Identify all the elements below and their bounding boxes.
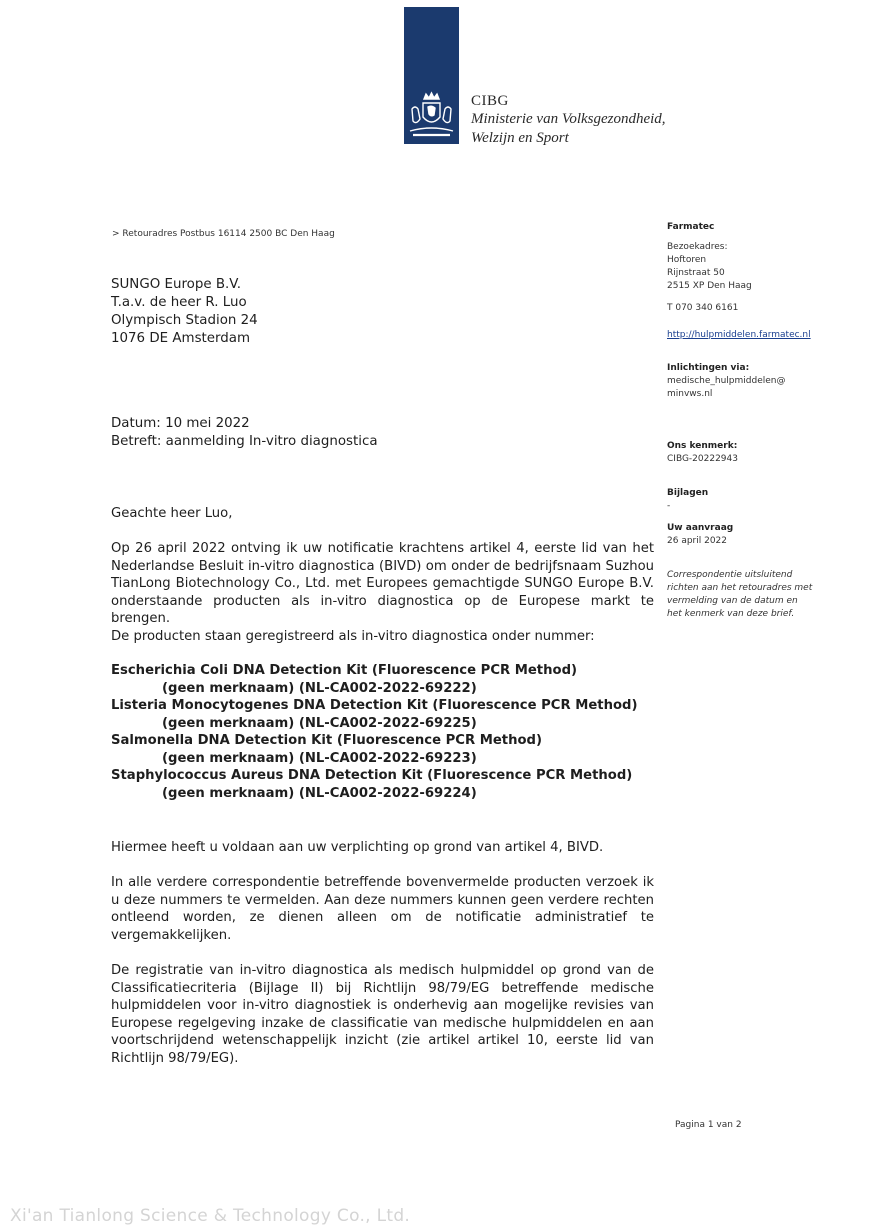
info-email-line: minvws.nl: [667, 389, 713, 399]
request-block: [667, 522, 867, 548]
reference-value: CIBG-20222943: [667, 454, 738, 464]
org-line2: Welzijn en Sport: [471, 130, 569, 146]
attachments-label: Bijlagen: [667, 488, 709, 498]
request-value: 26 april 2022: [667, 536, 728, 546]
recipient-address: [111, 276, 258, 348]
watermark: Xi'an Tianlong Science & Technology Co., Ltd.: [10, 1206, 411, 1226]
page-number: Pagina 1 van 2: [675, 1120, 742, 1130]
visit-label: Bezoekadres:: [667, 242, 728, 252]
sidebar-dept: [667, 221, 867, 234]
paragraph-compliance: Hiermee heeft u voldaan aan uw verplichting op grond van artikel 4, BIVD.: [111, 840, 604, 855]
product-name: Listeria Monocytogenes DNA Detection Kit (Fluorescence PCR Method): [111, 698, 638, 713]
recipient-line: 1076 DE Amsterdam: [111, 331, 251, 346]
visit-line: 2515 XP Den Haag: [667, 281, 752, 291]
visit-line: Rijnstraat 50: [667, 268, 725, 278]
note-line: richten aan het retouradres met: [667, 583, 813, 593]
salutation: Geachte heer Luo,: [111, 506, 233, 521]
return-address: > Retouradres Postbus 16114 2500 BC Den Haag: [112, 229, 335, 239]
product-detail: (geen merknaam) (NL-CA002-2022-69224): [162, 786, 477, 801]
visit-address: [667, 241, 867, 293]
request-label: Uw aanvraag: [667, 523, 734, 533]
dept-name: Farmatec: [667, 222, 715, 232]
note-line: vermelding van de datum en: [667, 596, 798, 606]
paragraph-notification: Op 26 april 2022 ontving ik uw notificatie krachtens artikel 4, eerste lid van het Nederlandse Besluit in-vitro diagnostica (BIVD) om onder de bedrijfsnaam Suzhou TianLong Biotechnology Co., Ltd. met Europees gemachtigde SUNGO Europe B.V. onderstaande producten als in-vitro diagnostica op de Europese markt te brengen.: [111, 541, 654, 626]
org-short: CIBG: [471, 93, 509, 109]
reference-block: [667, 440, 867, 466]
paragraph-reference-numbers: In alle verdere correspondentie betreffende bovenvermelde producten verzoek ik u deze nummers te vermelden. Aan deze nummers kunnen geen verdere rechten ontleend worden, ze dienen alleen om de notificatie administratief te vergemakkelijken.: [111, 875, 654, 943]
product-name: Escherichia Coli DNA Detection Kit (Fluorescence PCR Method): [111, 663, 578, 678]
visit-line: Hoftoren: [667, 255, 707, 265]
recipient-line: SUNGO Europe B.V.: [111, 277, 241, 292]
paragraph-registration-intro: De producten staan geregistreerd als in-vitro diagnostica onder nummer:: [111, 629, 595, 644]
product-detail: (geen merknaam) (NL-CA002-2022-69222): [162, 681, 477, 696]
attachments-value: -: [667, 501, 671, 511]
letter-date: Datum: 10 mei 2022: [111, 416, 250, 431]
info-block: [667, 362, 867, 401]
paragraph-classification: De registratie van in-vitro diagnostica als medisch hulpmiddel op grond van de Classificatiecriteria (Bijlage II) bij Richtlijn 98/79/EG betreffende medische hulpmiddelen voor in-vitro diagnostiek is onderhevig aan mogelijke revisies van Europese regelgeving inzake de classificatie van medische hulpmiddelen en aan voortschrijdend wetenschappelijk inzicht (zie artikel artikel 10, eerste lid van Richtlijn 98/79/EG).: [111, 963, 654, 1066]
logo-bar: [404, 7, 459, 144]
phone-number: T 070 340 6161: [667, 303, 739, 313]
note-line: het kenmerk van deze brief.: [667, 609, 795, 619]
org-line1: Ministerie van Volksgezondheid,: [471, 111, 666, 127]
attachments-block: [667, 487, 867, 513]
royal-lion-crest-icon: [404, 91, 459, 141]
website-link-wrap: [667, 329, 867, 342]
product-detail: (geen merknaam) (NL-CA002-2022-69223): [162, 751, 477, 766]
recipient-line: T.a.v. de heer R. Luo: [111, 295, 247, 310]
recipient-line: Olympisch Stadion 24: [111, 313, 258, 328]
letter-subject: Betreft: aanmelding In-vitro diagnostica: [111, 434, 378, 449]
correspondence-note: [667, 569, 867, 621]
product-name: Staphylococcus Aureus DNA Detection Kit (Fluorescence PCR Method): [111, 768, 633, 783]
product-name: Salmonella DNA Detection Kit (Fluorescence PCR Method): [111, 733, 542, 748]
ministry-wordmark: [471, 92, 666, 148]
info-email-line: medische_hulpmiddelen@: [667, 376, 786, 386]
reference-label: Ons kenmerk:: [667, 441, 738, 451]
note-line: Correspondentie uitsluitend: [667, 570, 793, 580]
product-detail: (geen merknaam) (NL-CA002-2022-69225): [162, 716, 477, 731]
info-label: Inlichtingen via:: [667, 363, 750, 373]
website-link[interactable]: http://hulpmiddelen.farmatec.nl: [667, 330, 811, 340]
